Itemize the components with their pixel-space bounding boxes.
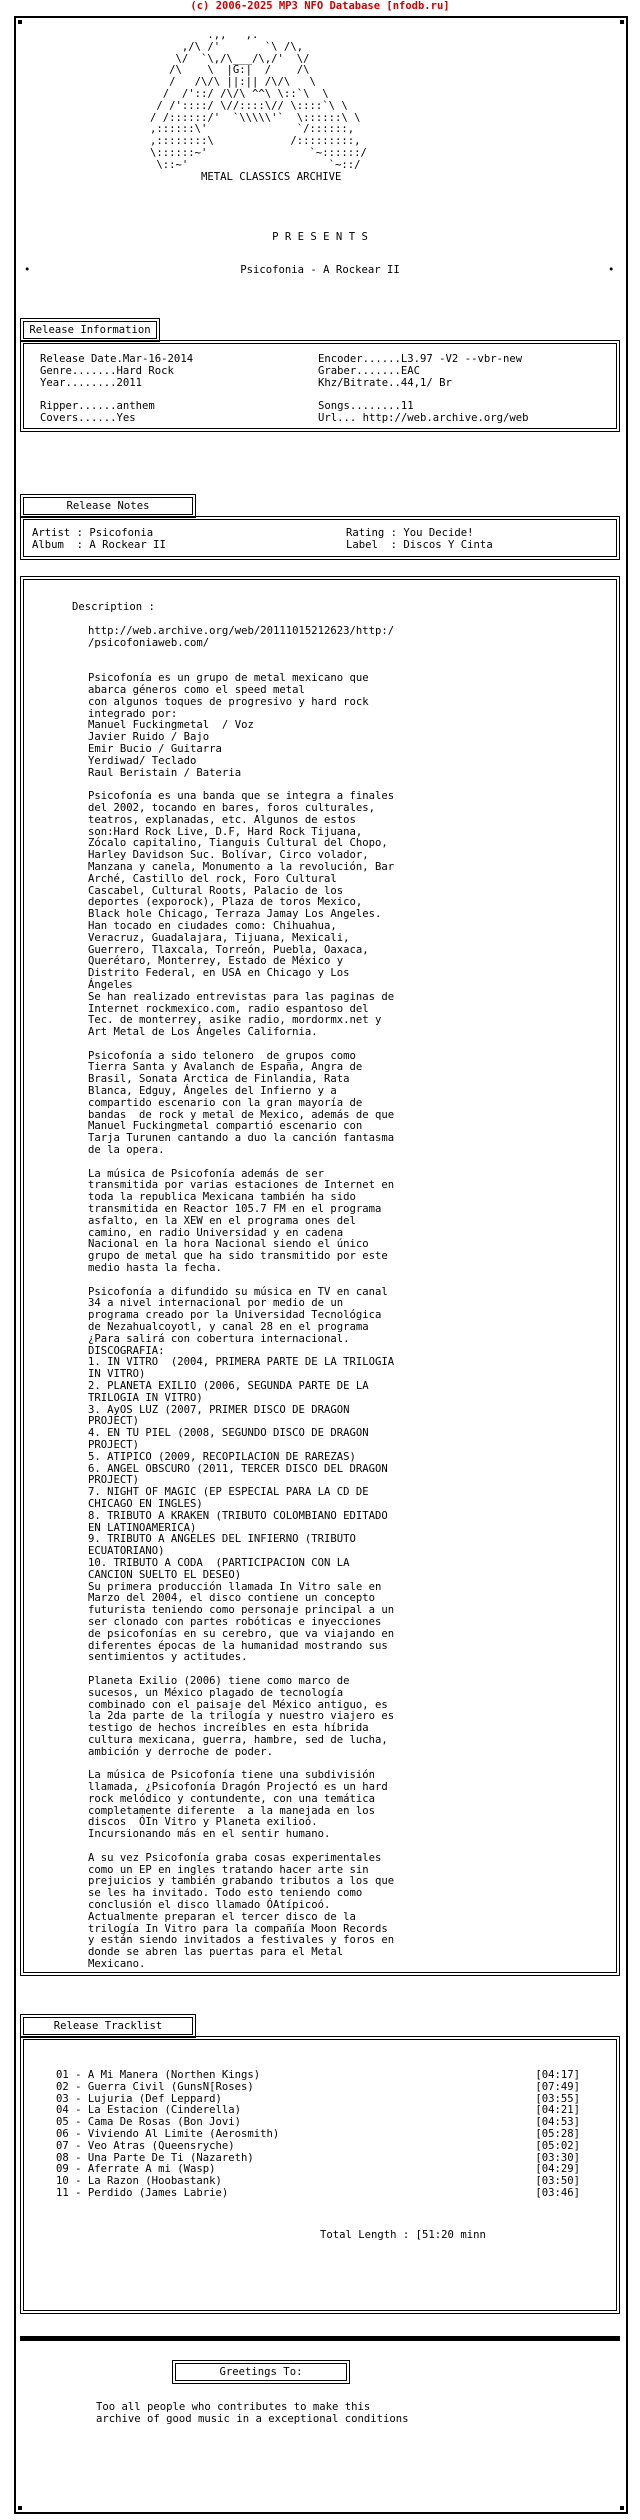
track-time: [05:28] [535,2127,580,2140]
description-line: ECUATORIANO) [88,1545,165,1558]
site-copyright-banner: (c) 2006-2025 MP3 NFO Database [nfodb.ru] [190,0,450,12]
track-title: Cama De Rosas (Bon Jovi) [87,2116,241,2129]
description-line: Ángeles [88,978,133,991]
description-line: como un EP en ingles tratando hacer arte sin [88,1863,369,1876]
description-line: rock melódico y contundente, con una temática [88,1792,376,1805]
description-line: CANCION SUELTO EL DESEO) [88,1568,242,1581]
bullet-right: • [608,264,615,276]
ascii-art-line: \::~' `~::/ [150,158,361,171]
description-line: PROJECT) [88,1415,140,1428]
description-line: Su primera producción llamada In Vitro sale en [88,1580,382,1593]
ascii-art-line: / /\/\ ||:|| /\/\ \ [150,76,316,89]
info-left-line: Covers......Yes [40,411,136,424]
description-line: Veracruz, Guadalajara, Tijuana, Mexicali, [88,931,350,944]
description-line: 1. IN VITRO (2004, PRIMERA PARTE DE LA TRILOGIA [88,1356,395,1369]
greetings-label-box [172,2360,350,2384]
description-line: discos ÓIn Vitro y Planeta exilioó. [88,1816,318,1829]
track-time: [03:50] [535,2175,580,2188]
ascii-art-line: / /'::/ /\/\ ^^\ \::`\ \ [150,87,329,100]
presents-heading: P R E S E N T S [272,231,368,243]
description-line: medio hasta la fecha. [88,1262,222,1275]
description-line: transmitida en Reactor 105.7 FM en el programa [88,1203,382,1216]
description-line: diferentes épocas de la humanidad mostrando sus [88,1639,388,1652]
description-line: con algunos toques de progresivo y hard rock [88,695,369,708]
info-right-line: Khz/Bitrate..44,1/ Br [318,376,452,389]
description-line: Tierra Santa y Avalanch de España, Angra de [88,1061,363,1074]
track-title: La Estacion (Cinderella) [87,2104,241,2117]
ascii-art-line: .,, ,. [150,29,259,41]
description-body [88,626,394,1971]
description-line: 7. NIGHT OF MAGIC (EP ESPECIAL PARA LA CD DE [88,1486,369,1499]
track-time: [04:21] [535,2104,580,2117]
track-time: [04:17] [535,2069,580,2081]
description-line: grupo de metal que ha sido transmitido por este [88,1250,388,1263]
description-line: 3. AyOS LUZ (2007, PRIMER DISCO DE DRAGON [88,1403,350,1416]
corner-dot [620,2506,624,2510]
info-right-line: Encoder......L3.97 -V2 --vbr-new [318,353,523,365]
description-line: http://web.archive.org/web/20111015212623/http:/ [88,625,395,637]
description-line [88,1275,394,1287]
description-line: integrado por: [88,707,178,720]
ascii-logo [150,30,490,183]
description-line: ¿Para salirá con cobertura internacional. [88,1332,350,1345]
track-title: Lujuria (Def Leppard) [87,2092,222,2105]
description-line: 4. EN TU PIEL (2008, SEGUNDO DISCO DE DRAGON [88,1427,369,1440]
description-line: Internet rockmexico.com, radio espantoso del [88,1002,369,1015]
track-number: 09 [56,2163,69,2176]
description-line: Zócalo capitalino, Tianguis Cultural del Chopo, [88,837,388,850]
track-separator: - [68,2186,88,2199]
info-left-line: Ripper......anthem [40,400,155,413]
track-separator: - [68,2080,88,2093]
description-line: abarca géneros como el speed metal [88,683,305,696]
track-separator: - [68,2069,88,2081]
ascii-art-line: \/ `\,/\___/\,/' \/ [150,52,310,65]
total-length: Total Length : [51:20 minn [320,2229,486,2241]
track-title: Guerra Civil (GunsN[Roses) [87,2080,254,2093]
description-line: Incursionando más en el sentir humano. [88,1828,331,1841]
description-line: teatros, explanadas, etc. Algunos de estos [88,813,356,826]
release-info-left [40,354,193,425]
corner-dot [620,20,624,24]
ascii-art-line: ,::::::::\ /:::::::::, [150,135,361,148]
description-line: combinado con el paisaje del México antiguo, es [88,1698,388,1711]
description-line: Black hole Chicago, Terraza Jamay Los Angeles. [88,908,382,921]
release-info-label: Release Information [29,324,151,336]
description-line: Manuel Fuckingmetal / Voz [88,719,254,732]
description-line: bandas de rock y metal de Mexico, además de que [88,1108,395,1121]
track-separator: - [68,2175,88,2188]
description-line: del 2002, tocando en bares, foros culturales, [88,801,376,814]
description-line: Distrito Federal, en USA en Chicago y Los [88,967,350,980]
description-line: La música de Psicofonía además de ser [88,1167,324,1180]
track-number: 07 [56,2139,69,2152]
greetings-text [96,2402,409,2426]
ascii-art-line: METAL CLASSICS ARCHIVE [150,170,342,183]
description-line: toda la republica Mexicana también ha sido [88,1191,356,1204]
greetings-line: archive of good music in a exceptional conditions [96,2412,409,2425]
corner-dot [18,20,22,24]
description-line: futurista teniendo como personaje principal a un [88,1604,395,1617]
description-line: 2. PLANETA EXILIO (2006, SEGUNDA PARTE DE LA [88,1380,369,1392]
release-info-label-box [20,318,160,342]
description-line: Arché, Castillo del rock, Foro Cultural [88,872,337,885]
description-line: Emir Bucio / Guitarra [88,742,222,755]
track-number: 01 [56,2069,69,2081]
description-line: transmitida por varias estaciones de Internet en [88,1179,395,1192]
description-line: compartido escenario con la gran mayoría de [88,1096,363,1109]
description-line [88,1039,394,1051]
track-separator: - [68,2116,88,2129]
description-line: Brasil, Sonata Arctica de Finlandia, Rata [88,1073,350,1086]
info-left-line: Release Date.Mar-16-2014 [40,353,194,365]
description-line: /psicofoniaweb.com/ [88,636,210,649]
description-line [88,650,394,662]
description-line: Psicofonía es un grupo de metal mexicano que [88,672,369,685]
track-time: [03:30] [535,2151,580,2164]
track-number: 11 [56,2186,69,2199]
ascii-art-line: ,/\ /' `\ /\, [150,40,304,53]
track-title: Perdido (James Labrie) [87,2186,229,2199]
track-time: [07:49] [535,2080,580,2093]
track-number: 05 [56,2116,69,2129]
description-line: Yerdiwad/ Teclado [88,754,197,767]
description-line: 8. TRIBUTO A KRAKEN (TRIBUTO COLOMBIANO EDITADO [88,1509,388,1522]
track-time: [04:29] [535,2163,580,2176]
description-line: programa creado por la Universidad Tecnológica [88,1309,382,1322]
description-line: ambición y derroche de poder. [88,1745,273,1758]
description-line: sucesos, un México plagado de tecnología [88,1686,344,1699]
ascii-art-line: ,::::::\' `/::::::, [150,123,355,136]
description-line: completamente diferente a la manejada en los [88,1804,376,1817]
description-line: Javier Ruido / Bajo [88,731,210,744]
track-row [56,2188,580,2200]
description-line: PROJECT) [88,1474,140,1487]
track-time: [04:53] [535,2116,580,2129]
bullet-left: • [24,264,31,276]
description-line: CHICAGO EN INGLES) [88,1497,203,1510]
description-line: Mexicano. [88,1958,146,1971]
info-right-line: Graber.......EAC [318,364,421,377]
release-title: Psicofonia - A Rockear II [240,264,400,276]
ascii-art-line: \::::::~' `~::::::/ [150,146,367,159]
track-number: 06 [56,2127,69,2140]
description-line: camino, en radio Universidad y en cadena [88,1226,344,1239]
description-line: de psicofonías en su cerebro, que va viajando en [88,1627,395,1640]
description-line: EN LATINOAMERICA) [88,1521,197,1534]
description-line: Actualmente preparan el tercer disco de la [88,1910,356,1923]
rating-line: Rating : You Decide! [346,527,474,539]
description-line: llamada, ¿Psicofonía Dragón Projectó es un hard [88,1781,388,1794]
track-separator: - [68,2104,88,2117]
description-line: son:Hard Rock Live, D.F, Hard Rock Tijuana, [88,825,363,838]
description-line: trilogía In Vitro para la compañía Moon Records [88,1922,388,1935]
label-line: Label : Discos Y Cinta [346,539,493,551]
artist-line: Artist : Psicofonia [32,527,154,539]
description-line: Raul Beristain / Bateria [88,766,242,779]
track-title: A Mi Manera (Northen Kings) [87,2069,261,2081]
ascii-art-line: /\ \ |G:| / /\ [150,64,310,77]
description-line: de Nezahualcoyotl, y canal 28 en el programa [88,1321,369,1334]
description-line: sentimientos y actitudes. [88,1651,248,1664]
description-line: Se han realizado entrevistas para las paginas de [88,990,395,1003]
description-line: DISCOGRAFIA: [88,1344,165,1357]
description-line: prejuicios y también grabando tributos a los que [88,1875,395,1888]
track-title: Veo Atras (Queensryche) [87,2139,235,2152]
release-title-line [24,265,616,312]
track-number: 10 [56,2175,69,2188]
description-line: Marzo del 2004, el disco contiene un concepto [88,1592,376,1605]
description-line: Planeta Exilio (2006) tiene como marco de [88,1674,350,1687]
description-line: se les ha invitado. Todo esto teniendo como [88,1887,363,1900]
track-time: [03:55] [535,2092,580,2105]
info-left-line: Year........2011 [40,376,143,389]
corner-dot [18,2506,22,2510]
info-right-line: Songs........11 [318,400,414,413]
description-line: TRILOGIA IN VITRO) [88,1391,203,1404]
ascii-art-line: / /'::::/ \//::::\// \::::`\ \ [150,99,348,112]
track-time: [05:02] [535,2139,580,2152]
description-line: Querétaro, Monterrey, Estado de México y [88,955,344,968]
track-separator: - [68,2092,88,2105]
description-line: testigo de hechos increíbles en esta híbrida [88,1722,369,1735]
track-number: 04 [56,2104,69,2117]
description-line: la 2da parte de la trilogía y nuestro viajero es [88,1710,395,1723]
tracklist-label-box [20,2014,196,2038]
section-divider [20,2336,620,2341]
description-line: Psicofonía a difundido su música en TV en canal [88,1285,388,1298]
description-line: 5. ATIPICO (2009, RECOPILACION DE RAREZAS) [88,1450,356,1463]
track-number: 03 [56,2092,69,2105]
track-separator: - [68,2163,88,2176]
description-line: conclusión el disco llamado ÓAtípicoó. [88,1899,331,1912]
track-list [56,2070,580,2200]
info-left-line: Genre.......Hard Rock [40,364,174,377]
description-line: IN VITRO) [88,1368,146,1381]
description-line: Harley Davidson Suc. Bolívar, Circo volador, [88,849,369,862]
track-separator: - [68,2151,88,2164]
description-line: 6. ANGEL OBSCURO (2011, TERCER DISCO DEL DRAGON [88,1462,388,1475]
description-line: Tarja Turunen cantando a duo la canción fantasma [88,1132,395,1145]
description-line: Tec. de monterrey, asike radio, mordormx.net y [88,1014,382,1027]
description-line: donde se abren las puertas para el Metal [88,1946,344,1959]
description-line: A su vez Psicofonía graba cosas experimentales [88,1851,382,1864]
description-line: PROJECT) [88,1438,140,1451]
description-line: Psicofonía es una banda que se integra a finales [88,790,395,803]
description-line: La música de Psicofonía tiene una subdivisión [88,1769,376,1782]
description-line: Manzana y canela, Monumento a la revolución, Bar [88,860,395,873]
track-number: 02 [56,2080,69,2093]
description-heading: Description : [72,601,155,613]
description-line: Psicofonía a sido telonero de grupos como [88,1049,356,1062]
description-line: y están siendo invitados a festivales y foros en [88,1934,395,1947]
description-line: 9. TRIBUTO A ANGELES DEL INFIERNO (TRIBUTO [88,1533,356,1546]
track-separator: - [68,2139,88,2152]
description-line: ser clonado con partes robóticas e inyecciones [88,1615,382,1628]
greetings-label: Greetings To: [219,2366,303,2378]
album-line: Album : A Rockear II [32,539,166,551]
track-time: [03:46] [535,2186,580,2199]
track-title: La Razon (Hoobastank) [87,2175,222,2188]
release-notes-label: Release Notes [66,500,150,512]
description-line: 34 a nivel internacional por medio de un [88,1297,344,1310]
description-line [88,1157,394,1169]
description-line: Cascabel, Cultural Roots, Palacio de los [88,884,344,897]
release-notes-label-box [20,494,196,518]
description-line: Art Metal de Los Ángeles California. [88,1026,318,1039]
ascii-art-line: / /::::::/' `\\\\\'` \::::::\ \ [150,111,361,124]
info-right-line: Url... http://web.archive.org/web [318,411,529,424]
track-number: 08 [56,2151,69,2164]
description-line: Guerrero, Tlaxcala, Torreón, Puebla, Oaxaca, [88,943,369,956]
track-title: Viviendo Al Limite (Aerosmith) [87,2127,280,2140]
tracklist-label: Release Tracklist [53,2020,163,2032]
description-line: Blanca, Edguy, Ángeles del Infierno y a [88,1085,337,1098]
track-title: Una Parte De Ti (Nazareth) [87,2151,254,2164]
description-line: Han tocado en ciudades como: Chihuahua, [88,919,337,932]
description-line: Manuel Fuckingmetal compartió escenario con [88,1120,363,1133]
track-title: Aferrate A mi (Wasp) [87,2163,216,2176]
release-info-right [318,354,528,425]
description-line: deportes (exporock), Plaza de toros Mexico, [88,896,363,909]
description-line: de la opera. [88,1144,165,1157]
description-line: asfalto, en la XEW en el programa ones del [88,1214,356,1227]
greetings-line: Too all people who contributes to make this [96,2401,371,2413]
track-separator: - [68,2127,88,2140]
description-line: 10. TRIBUTO A CODA (PARTICIPACION CON LA [88,1556,350,1569]
description-line: Nacional en la hora Nacional siendo el único [88,1238,369,1251]
description-line: cultura mexicana, guerra, hambre, sed de lucha, [88,1733,388,1746]
